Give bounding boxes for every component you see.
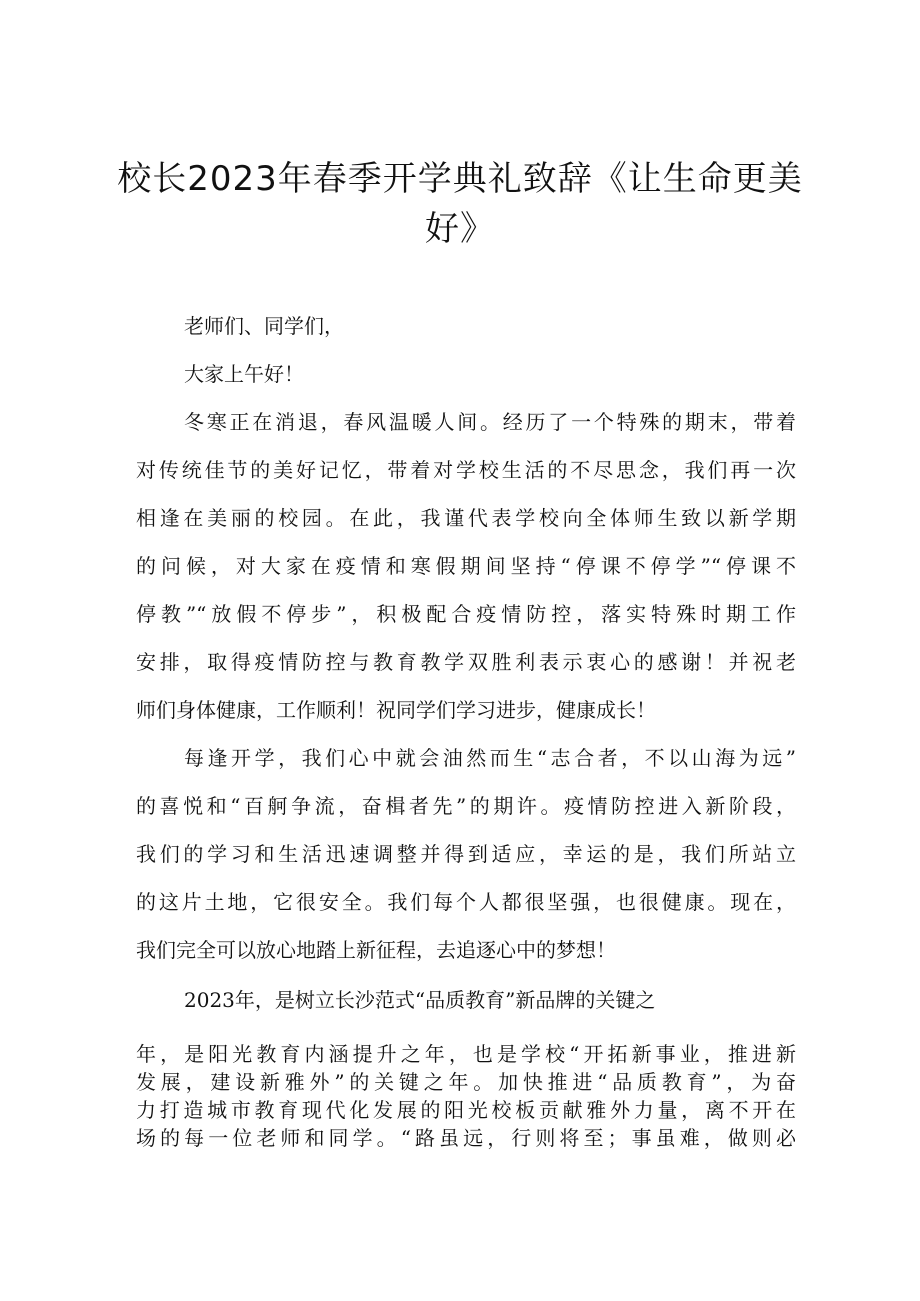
paragraph-1-line: 师们身体健康，工作顺利！祝同学们学习进步，健康成长！ [136, 698, 656, 722]
paragraph-2-line: 每逢开学，我们心中就会油然而生“志合者，不以山海为远” [184, 746, 796, 770]
paragraph-1-line: 安排，取得疫情防控与教育教学双胜利表示衷心的感谢！并祝老 [136, 650, 796, 674]
paragraph-2-line: 的喜悦和“百舸争流，奋楫者先”的期许。疫情防控进入新阶段， [136, 794, 796, 818]
paragraph-1-line: 的问候，对大家在疫情和寒假期间坚持“停课不停学”“停课不 [136, 554, 796, 578]
paragraph-1-line: 相逢在美丽的校园。在此，我谨代表学校向全体师生致以新学期 [136, 506, 796, 530]
paragraph-3-line: 场的每一位老师和同学。“路虽远，行则将至；事虽难，做则必 [136, 1126, 796, 1150]
paragraph-3-line: 年，是阳光教育内涵提升之年，也是学校“开拓新事业，推进新 [136, 1042, 796, 1066]
paragraph-3-line: 发展，建设新雅外”的关键之年。加快推进“品质教育”，为奋 [136, 1070, 796, 1094]
paragraph-1-line: 冬寒正在消退，春风温暖人间。经历了一个特殊的期末，带着 [184, 410, 796, 434]
paragraph-3-line: 2023年，是树立长沙范式“品质教育”新品牌的关键之 [184, 988, 656, 1012]
salutation: 老师们、同学们， [184, 314, 344, 338]
paragraph-1-line: 停教”“放假不停步”，积极配合疫情防控，落实特殊时期工作 [136, 602, 796, 626]
paragraph-3-line: 力打造城市教育现代化发展的阳光校板贡献雅外力量，离不开在 [136, 1098, 796, 1122]
greeting: 大家上午好！ [184, 362, 304, 386]
paragraph-2-line: 我们的学习和生活迅速调整并得到适应，幸运的是，我们所站立 [136, 842, 796, 866]
document-title-line-1: 校长2023年春季开学典礼致辞《让生命更美 [117, 159, 803, 199]
paragraph-2-line: 我们完全可以放心地踏上新征程，去追逐心中的梦想！ [136, 938, 616, 962]
document-title-line-2: 好》 [425, 209, 495, 249]
paragraph-1-line: 对传统佳节的美好记忆，带着对学校生活的不尽思念，我们再一次 [136, 458, 796, 482]
paragraph-2-line: 的这片土地，它很安全。我们每个人都很坚强，也很健康。现在， [136, 890, 796, 914]
